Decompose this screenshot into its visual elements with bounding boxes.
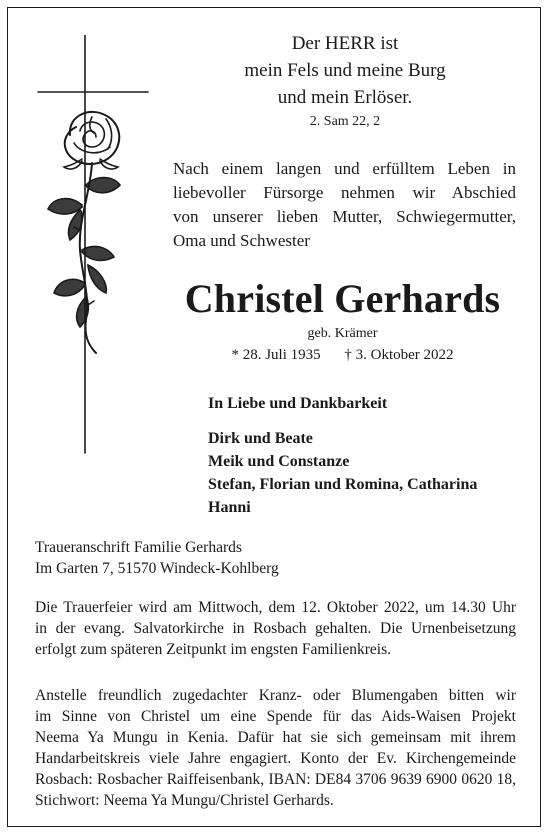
donation-line: Rosbach: Rosbacher Raiffeisenbank, IBAN: DE84 3706 9639 6900 0620 18, <box>35 771 516 788</box>
mourners-block <box>208 392 528 519</box>
cross-with-rose-icon <box>30 35 150 455</box>
mourner-name: Stefan, Florian und Romina, Catharina <box>208 476 478 493</box>
funeral-line: erfolgt zum späteren Zeitpunkt im engsten Familienkreis. <box>35 641 391 658</box>
intro-line: liebevoller Fürsorge nehmen wir Abschied <box>173 183 516 202</box>
mourner-name: Hanni <box>208 499 251 516</box>
life-dates <box>160 345 525 365</box>
maiden-name: geb. Krämer <box>307 326 378 341</box>
address-line: Traueranschrift Familie Gerhards <box>35 539 242 556</box>
verse-line: mein Fels und meine Burg <box>244 60 446 81</box>
donation-line: Stichwort: Neema Ya Mungu/Christel Gerhards. <box>35 792 334 809</box>
donation-paragraph <box>35 685 516 811</box>
mourning-address <box>35 537 515 579</box>
mourner-name: Dirk und Beate <box>208 430 313 447</box>
donation-line: im Sinne von Christel um eine Spende für das Aids-Waisen Projekt <box>35 708 516 725</box>
funeral-line: in der evang. Salvatorkirche in Rosbach gehalten. Die Urnenbeisetzung <box>35 620 516 637</box>
verse-line: und mein Erlöser. <box>277 87 413 108</box>
intro-line: Oma und Schwester <box>173 231 310 250</box>
donation-line: Anstelle freundlich zugedachter Kranz- oder Blumengaben bitten wir <box>35 687 516 704</box>
funeral-paragraph <box>35 597 516 660</box>
bible-verse <box>190 30 500 111</box>
mourners-heading: In Liebe und Dankbarkeit <box>208 395 388 412</box>
birth-date: * 28. Juli 1935 <box>231 347 321 363</box>
mourner-name: Meik und Constanze <box>208 453 350 470</box>
intro-line: von unserer lieben Mutter, Schwiegermutter, <box>173 207 516 226</box>
deceased-name: Christel Gerhards <box>184 276 501 321</box>
death-date: † 3. Oktober 2022 <box>344 347 454 363</box>
verse-reference: 2. Sam 22, 2 <box>309 114 381 129</box>
address-line: Im Garten 7, 51570 Windeck-Kohlberg <box>35 560 279 577</box>
donation-line: Handarbeitskreis viele Jahre engagiert. Konto der Ev. Kirchengemeinde <box>35 750 516 767</box>
intro-line: Nach einem langen und erfülltem Leben in <box>173 159 516 178</box>
verse-line: Der HERR ist <box>291 33 399 54</box>
donation-line: Neema Ya Mungu in Kenia. Dafür hat sie sich gemeinsam mit ihrem <box>35 729 516 746</box>
intro-text <box>173 157 516 253</box>
funeral-line: Die Trauerfeier wird am Mittwoch, dem 12. Oktober 2022, um 14.30 Uhr <box>35 599 516 616</box>
